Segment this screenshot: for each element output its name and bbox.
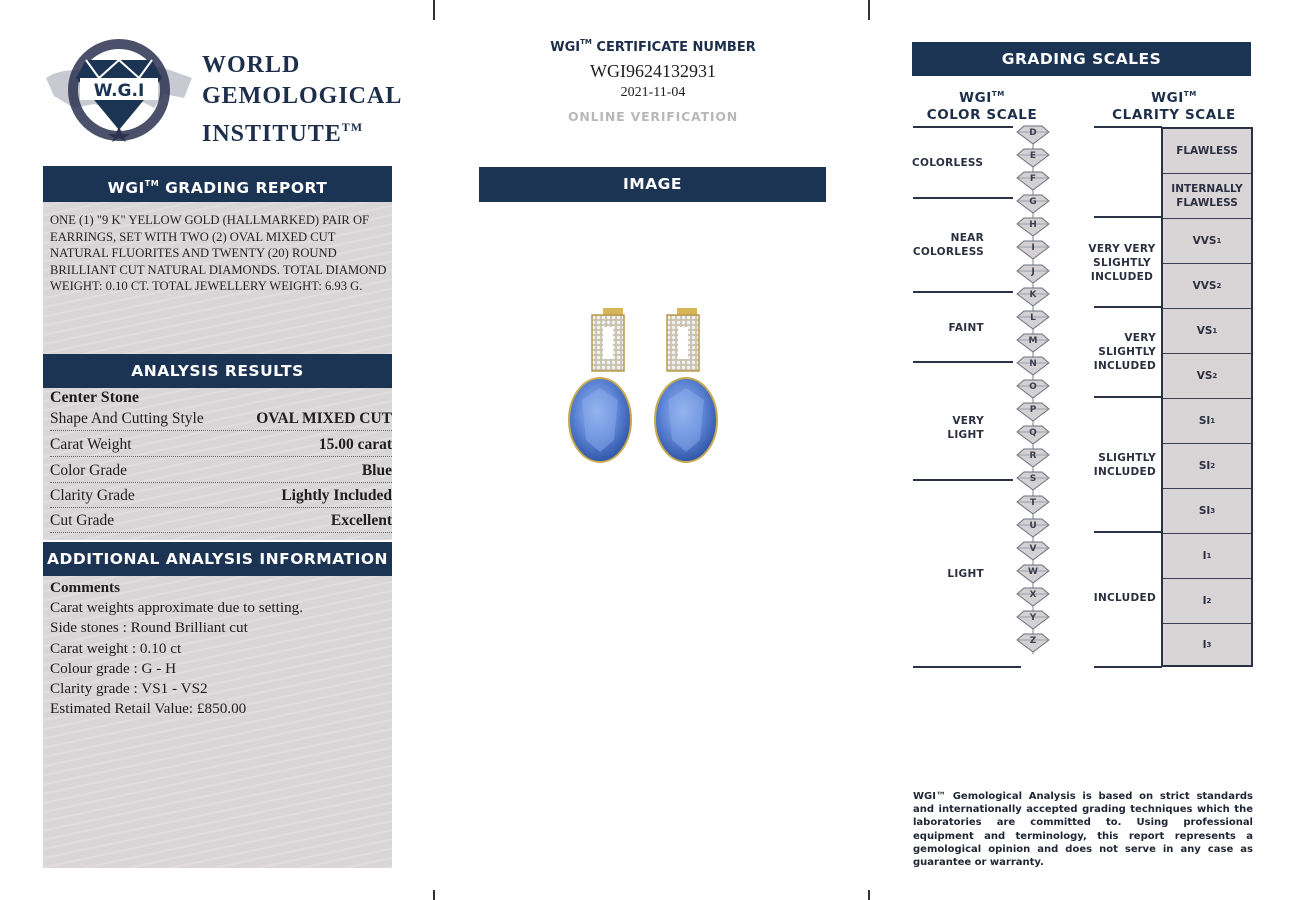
- logo-wordmark: [202, 50, 402, 150]
- color-grade-d: [1016, 124, 1050, 147]
- color-grade-z: [1016, 632, 1050, 655]
- trademark: TM: [991, 90, 1005, 98]
- item-description: ONE (1) "9 K" YELLOW GOLD (HALLMARKED) PAIR OF EARRINGS, SET WITH TWO (2) OVAL MIXED CUT NATURAL FLUORITES AND TWENTY (20) ROUND BRILLIANT CUT NATURAL DIAMONDS. TOTAL DIAMOND WEIGHT: 0.10 CT. TOTAL JEWELLERY WEIGHT: 6.93 G.: [50, 213, 387, 293]
- grade-letter: Q: [1029, 428, 1037, 439]
- group-label-line: INCLUDED: [1093, 360, 1156, 372]
- color-divider: [913, 126, 1013, 128]
- clarity-i3: [1163, 624, 1251, 665]
- color-scale-heading: [912, 86, 1052, 124]
- clarity-grade: SI: [1198, 415, 1211, 427]
- grade-letter: E: [1029, 151, 1037, 162]
- clarity-grade: VS: [1196, 370, 1213, 382]
- color-grade-l: [1016, 309, 1050, 332]
- section-title: ANALYSIS RESULTS: [131, 362, 304, 380]
- color-grade-g: [1016, 193, 1050, 216]
- color-grade-k: [1016, 286, 1050, 309]
- grade-letter: H: [1029, 220, 1037, 231]
- comments-heading: Comments: [50, 579, 121, 596]
- earrings-photo: [556, 300, 736, 475]
- color-grade-n: [1016, 355, 1050, 378]
- fold-mark-top-right: [868, 0, 870, 20]
- grade-letter: U: [1029, 520, 1037, 531]
- grade-letter: J: [1031, 266, 1035, 277]
- clarity-grade: VVS: [1192, 235, 1217, 247]
- clarity-sub: 3: [1210, 507, 1216, 515]
- certificate-number: WGI9624132931: [590, 61, 716, 81]
- clarity-sub: 2: [1216, 282, 1222, 290]
- clarity-grade: I: [1202, 595, 1207, 607]
- color-grade-p: [1016, 401, 1050, 424]
- grade-letter: W: [1028, 566, 1038, 577]
- fold-mark-bottom-left: [433, 890, 435, 900]
- clarity-group-vs: [1088, 331, 1156, 373]
- result-label: Clarity Grade: [50, 487, 135, 504]
- result-label: Shape And Cutting Style: [50, 410, 204, 427]
- grade-letter: Z: [1029, 636, 1037, 647]
- color-grade-e: [1016, 147, 1050, 170]
- clarity-sub: 1: [1210, 417, 1216, 425]
- clarity-group-si: [1088, 451, 1156, 479]
- trademark: TM: [341, 120, 364, 134]
- group-label-line: VERY VERY: [1088, 243, 1156, 255]
- grade-letter: Y: [1029, 612, 1037, 623]
- clarity-sub: 2: [1212, 372, 1218, 380]
- result-row-color: [50, 457, 392, 483]
- clarity-vs1: [1163, 309, 1251, 354]
- clarity-divider: [1094, 216, 1162, 218]
- clarity-vs2: [1163, 354, 1251, 399]
- color-grade-m: [1016, 332, 1050, 355]
- grade-letter: X: [1029, 589, 1037, 600]
- clarity-divider: [1094, 531, 1162, 533]
- grade-letter: M: [1028, 335, 1038, 346]
- color-group-light: [912, 567, 984, 581]
- color-divider: [913, 197, 1013, 199]
- clarity-grade: I: [1202, 550, 1207, 562]
- certificate-date: 2021-11-04: [620, 85, 686, 100]
- group-label-line: VERY: [1124, 332, 1156, 344]
- clarity-vvs2: [1163, 264, 1251, 309]
- result-label: Carat Weight: [50, 436, 132, 453]
- clarity-divider: [1094, 126, 1162, 128]
- clarity-sub: 1: [1216, 237, 1222, 245]
- clarity-si1: [1163, 399, 1251, 444]
- clarity-i2: [1163, 579, 1251, 624]
- color-grade-w: [1016, 563, 1050, 586]
- clarity-grade: FLAWLESS: [1176, 145, 1238, 157]
- result-row-shape: [50, 405, 392, 431]
- certificate-label: [480, 38, 826, 55]
- color-divider: [913, 361, 1013, 363]
- group-label: COLORLESS: [912, 157, 984, 169]
- label-text: CERTIFICATE NUMBER: [596, 40, 756, 55]
- image-header: [479, 167, 826, 202]
- comment-line: Colour grade : G - H: [50, 659, 177, 677]
- group-label: VERY LIGHT: [947, 415, 984, 441]
- online-verification-link[interactable]: ONLINE VERIFICATION: [567, 109, 739, 124]
- clarity-divider: [1094, 666, 1162, 668]
- section-title: GRADING REPORT: [165, 179, 328, 197]
- color-grade-r: [1016, 447, 1050, 470]
- group-label-line: NEAR: [950, 232, 984, 244]
- fold-mark-top-left: [433, 0, 435, 20]
- clarity-grade: VS: [1196, 325, 1213, 337]
- color-grade-s: [1016, 470, 1050, 493]
- logo-line-3: INSTITUTE: [202, 121, 342, 147]
- color-grade-q: [1016, 424, 1050, 447]
- clarity-scale-table: [1161, 127, 1253, 667]
- color-divider: [913, 666, 1021, 668]
- clarity-group-i: [1088, 591, 1156, 605]
- clarity-divider: [1094, 396, 1162, 398]
- clarity-si3: [1163, 489, 1251, 534]
- fold-mark-bottom-right: [868, 890, 870, 900]
- comment-line: Side stones : Round Brilliant cut: [50, 619, 248, 637]
- color-grade-o: [1016, 378, 1050, 401]
- center-stone-heading: Center Stone: [50, 389, 140, 406]
- section-title: IMAGE: [623, 175, 682, 193]
- wgi-emblem-icon: [44, 38, 194, 142]
- section-title: GRADING SCALES: [1001, 50, 1162, 68]
- comment-line: Carat weights approximate due to setting.: [50, 599, 304, 617]
- clarity-sub: 3: [1206, 640, 1212, 649]
- result-row-clarity: [50, 482, 392, 508]
- group-label-line: SLIGHTLY: [1098, 346, 1156, 358]
- grading-report-header: [43, 166, 392, 202]
- group-label-line: SLIGHTLY: [1093, 257, 1151, 269]
- color-divider: [913, 291, 1013, 293]
- clarity-sub: 1: [1206, 552, 1212, 560]
- group-label-line: INCLUDED: [1090, 271, 1154, 283]
- color-grade-h: [1016, 216, 1050, 239]
- color-group-faint: [912, 321, 984, 335]
- group-label: LIGHT: [947, 568, 984, 580]
- svg-text:W.G.I: W.G.I: [93, 81, 145, 101]
- grade-letter: K: [1029, 289, 1037, 300]
- color-group-very-light: [912, 414, 984, 442]
- clarity-flawless: [1163, 129, 1251, 174]
- section-title: ADDITIONAL ANALYSIS INFORMATION: [46, 550, 389, 568]
- trademark: TM: [580, 38, 592, 46]
- color-grade-v: [1016, 540, 1050, 563]
- grade-letter: T: [1029, 497, 1037, 508]
- color-grade-f: [1016, 170, 1050, 193]
- clarity-si2: [1163, 444, 1251, 489]
- clarity-divider: [1094, 306, 1162, 308]
- comment-line: Carat weight : 0.10 ct: [50, 639, 182, 657]
- clarity-grade-line: FLAWLESS: [1176, 197, 1238, 209]
- color-grade-u: [1016, 517, 1050, 540]
- result-value: 15.00 carat: [318, 436, 392, 453]
- grade-letter: F: [1029, 174, 1037, 185]
- logo-line-1: WORLD: [202, 52, 301, 78]
- clarity-grade: SI: [1198, 505, 1211, 517]
- clarity-sub: 2: [1206, 597, 1212, 605]
- clarity-grade: VVS: [1192, 280, 1217, 292]
- comment-line: Estimated Retail Value: £850.00: [50, 700, 247, 718]
- grade-letter: D: [1029, 128, 1037, 138]
- color-group-colorless: [912, 156, 984, 170]
- result-label: Color Grade: [50, 462, 128, 479]
- clarity-scale-heading: [1098, 86, 1250, 124]
- result-label: Cut Grade: [50, 512, 115, 529]
- color-grade-y: [1016, 609, 1050, 632]
- scale-title: COLOR SCALE: [926, 107, 1038, 123]
- color-grade-x: [1016, 586, 1050, 609]
- wgi-prefix: WGI: [959, 90, 992, 106]
- clarity-group-vvs: [1088, 242, 1156, 284]
- grade-letter: V: [1029, 543, 1037, 554]
- grade-letter: R: [1029, 451, 1037, 462]
- result-row-carat: [50, 431, 392, 457]
- wgi-prefix: WGI: [107, 179, 145, 197]
- comments-block: [50, 578, 392, 719]
- color-grade-t: [1016, 494, 1050, 517]
- scale-title: CLARITY SCALE: [1112, 107, 1236, 123]
- wgi-logo: [40, 36, 403, 147]
- group-label-line: INCLUDED: [1093, 466, 1156, 478]
- trademark: TM: [1183, 90, 1197, 98]
- grade-letter: P: [1029, 405, 1037, 416]
- color-grade-i: [1016, 239, 1050, 262]
- color-group-near-colorless: [912, 231, 984, 259]
- group-label-line: COLORLESS: [912, 246, 984, 258]
- grade-letter: L: [1030, 312, 1036, 323]
- result-value: Blue: [361, 462, 392, 479]
- grade-letter: S: [1029, 474, 1037, 485]
- result-value: OVAL MIXED CUT: [256, 410, 392, 427]
- clarity-sub: 2: [1210, 462, 1216, 470]
- additional-info-header: [43, 542, 392, 576]
- grade-letter: O: [1029, 382, 1037, 393]
- grade-letter: I: [1031, 243, 1035, 254]
- clarity-vvs1: [1163, 219, 1251, 264]
- clarity-i1: [1163, 534, 1251, 579]
- comment-line: Clarity grade : VS1 - VS2: [50, 680, 208, 698]
- clarity-grade: SI: [1198, 460, 1211, 472]
- clarity-grade: I: [1202, 638, 1207, 651]
- trademark: TM: [144, 179, 160, 188]
- result-value: Excellent: [330, 512, 392, 529]
- clarity-internally-flawless: [1163, 174, 1251, 219]
- grade-letter: N: [1029, 358, 1037, 369]
- grading-scales-header: [912, 42, 1251, 76]
- group-label-line: INCLUDED: [1093, 592, 1156, 604]
- color-grade-gems: [1016, 124, 1050, 655]
- group-label: FAINT: [948, 322, 984, 334]
- analysis-results-header: [43, 354, 392, 388]
- result-value: Lightly Included: [281, 487, 392, 504]
- result-row-cut: [50, 507, 392, 533]
- color-grade-j: [1016, 263, 1050, 286]
- grade-letter: G: [1029, 197, 1037, 208]
- disclaimer-text: WGI™ Gemological Analysis is based on strict standards and internationally accepted grading techniques which the laboratories are committed to. Using professional equipment and terminology, this report represents a gemological opinion and does not serve in any case as guarantee or warranty.: [913, 791, 1253, 869]
- wgi-prefix: WGI: [1151, 90, 1184, 106]
- logo-line-2: GEMOLOGICAL: [202, 83, 403, 109]
- wgi-prefix: WGI: [550, 40, 581, 55]
- clarity-sub: 1: [1212, 327, 1218, 335]
- clarity-grade-line: INTERNALLY: [1171, 183, 1243, 195]
- color-divider: [913, 479, 1013, 481]
- group-label-line: SLIGHTLY: [1098, 452, 1156, 464]
